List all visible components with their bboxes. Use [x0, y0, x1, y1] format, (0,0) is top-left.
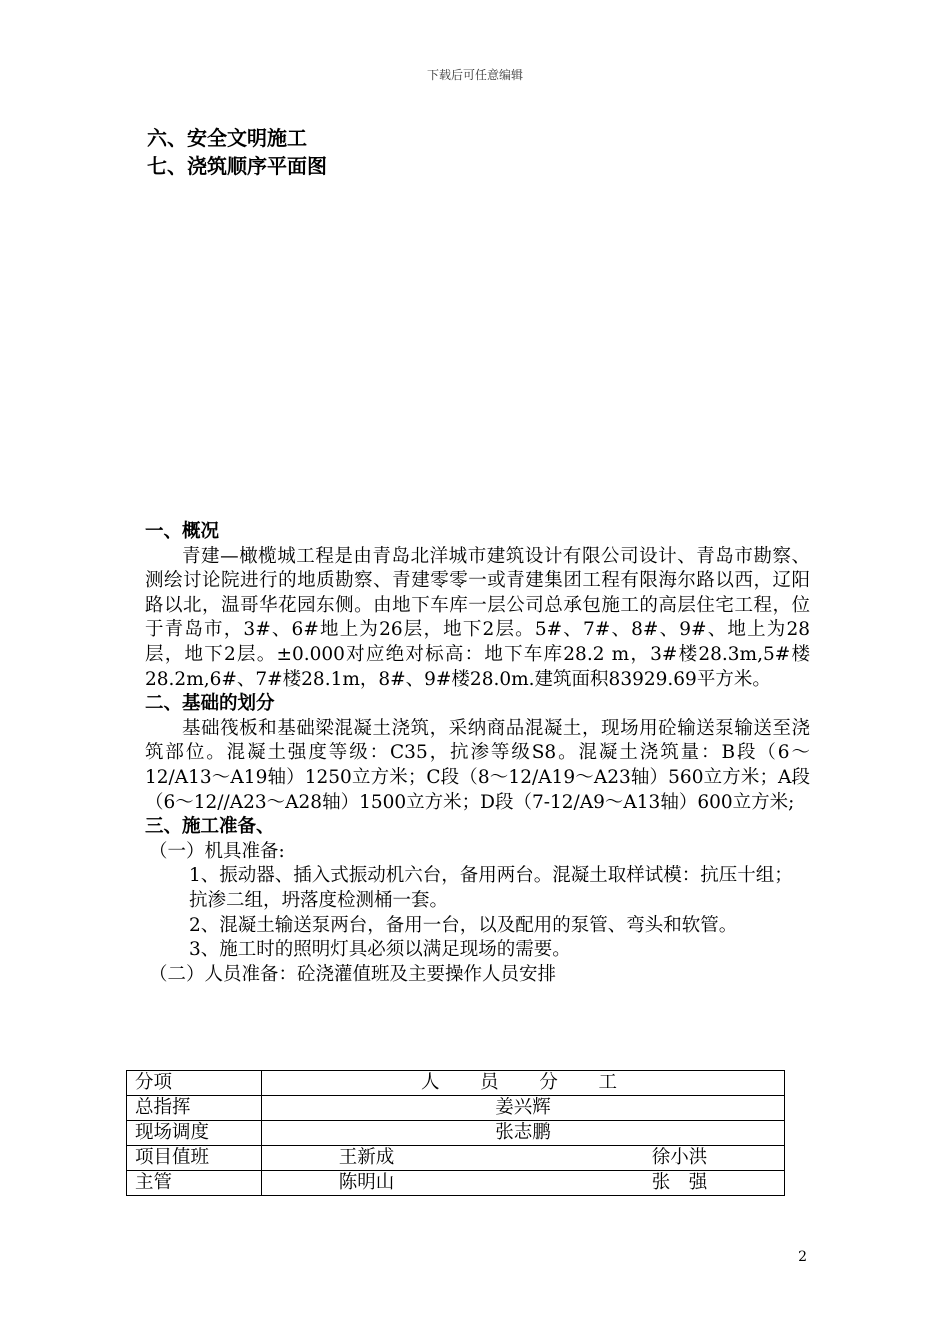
section-paragraph: 基础筏板和基础梁混凝土浇筑，采纳商品混凝土，现场用砼输送泵输送至浇筑部位。混凝土强度等级：C35，抗渗等级S8。混凝土浇筑量：B段（6～12/A13～A19轴）1250立方米；C段（8～12/A19～A23轴）560立方米；A段（6～12//A23～A28轴）1500立方米；D段（7-12/A9～A13轴）600立方米;	[145, 717, 810, 813]
person-name: 徐小洪	[651, 1147, 708, 1168]
people-cell	[262, 1146, 785, 1171]
table-header-row	[127, 1071, 785, 1096]
role-cell: 现场调度	[127, 1121, 262, 1146]
table-row	[127, 1121, 785, 1146]
table-of-contents	[147, 124, 327, 180]
role-cell: 主管	[127, 1171, 262, 1196]
people-cell: 张志鹏	[262, 1121, 785, 1146]
table-row	[127, 1171, 785, 1196]
page-header: 下载后可任意编辑	[426, 68, 523, 82]
person-name: 张 强	[651, 1172, 708, 1193]
section-heading: 二、基础的划分	[145, 693, 275, 715]
toc-item: 七、浇筑顺序平面图	[147, 154, 327, 178]
staff-table	[126, 1070, 785, 1196]
person-name: 王新成	[338, 1147, 395, 1168]
document-body	[145, 520, 810, 987]
subsection-heading: （一）机具准备:	[149, 840, 285, 862]
people-cell: 姜兴辉	[262, 1096, 785, 1121]
section-heading: 一、概况	[145, 521, 220, 542]
list-item: 1、振动器、插入式振动机六台，备用两台。混凝土取样试模：抗压十组；抗渗二组，坍落度检测桶一套。	[189, 865, 793, 911]
page-number: 2	[798, 1249, 807, 1265]
table-header-cell: 分项	[127, 1071, 262, 1096]
subsection-heading: （二）人员准备：砼浇灌值班及主要操作人员安排	[149, 963, 557, 985]
list-item: 2、混凝土输送泵两台，备用一台，以及配用的泵管、弯头和软管。	[189, 914, 738, 936]
person-name: 陈明山	[338, 1172, 395, 1193]
role-cell: 总指挥	[127, 1096, 262, 1121]
toc-item: 六、安全文明施工	[147, 126, 307, 150]
table-header-cell: 人员分工	[262, 1071, 785, 1096]
role-cell: 项目值班	[127, 1146, 262, 1171]
table-row	[127, 1146, 785, 1171]
people-cell	[262, 1171, 785, 1196]
section-heading: 三、施工准备、	[145, 816, 275, 838]
table-row	[127, 1096, 785, 1121]
section-paragraph: 青建—橄榄城工程是由青岛北洋城市建筑设计有限公司设计、青岛市勘察、测绘讨论院进行的地质勘察、青建零零一或青建集团工程有限海尔路以西，辽阳路以北，温哥华花园东侧。由地下车库一层公司总承包施工的高层住宅工程，位于青岛市，3#、6#地上为26层，地下2层。5#、7#、8#、9#、地上为28层，地下2层。±0.000对应绝对标高：地下车库28.2 m，3#楼28.3m,5#楼28.2m,6#、7#楼28.1m，8#、9#楼28.0m.建筑面积83929.69平方米。	[145, 545, 810, 690]
list-item: 3、施工时的照明灯具必须以满足现场的需要。	[189, 939, 571, 961]
